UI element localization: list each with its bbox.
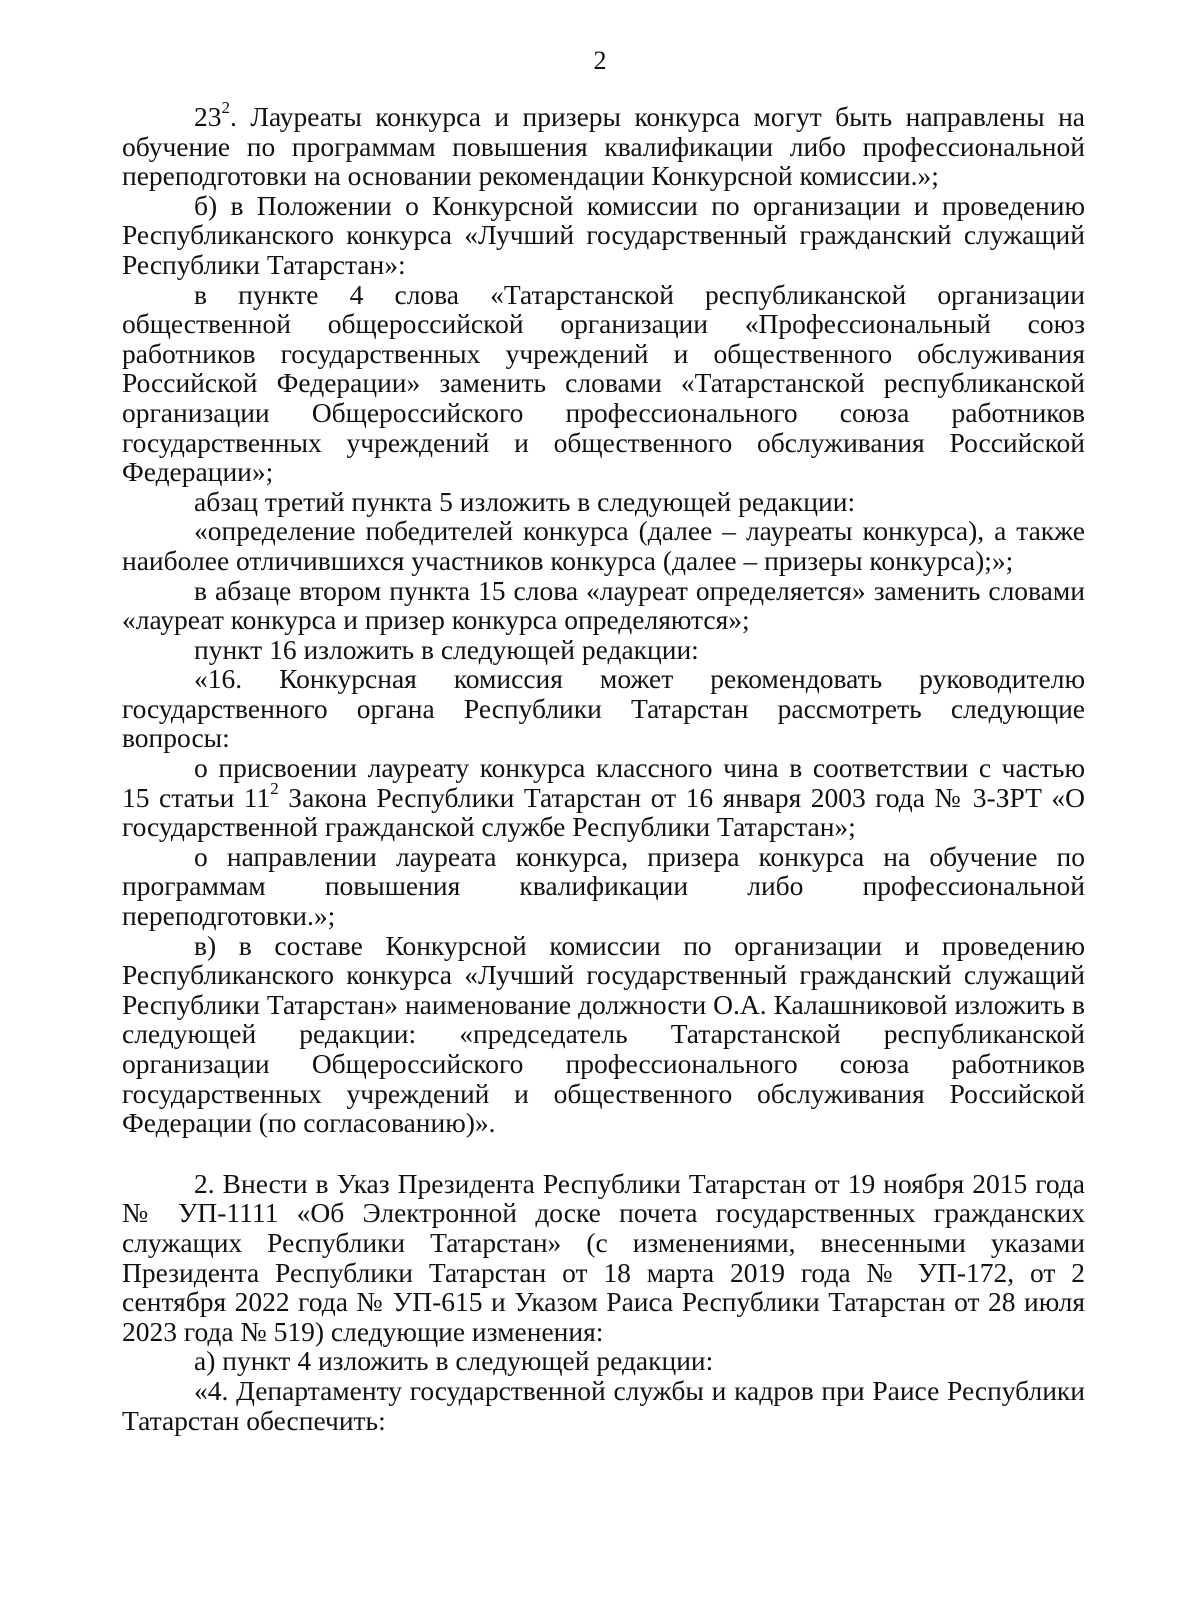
paragraph-point-16-text: «16. Конкурсная комиссия может рекомендовать руководителю государственного органа Республики Татарстан рассмотреть следующие вопросы: [122, 663, 1085, 754]
paragraph-point-15: в абзаце втором пункта 15 слова «лауреат определяется» заменить словами «лауреат конкурса и призер конкурса определяются»; [122, 574, 1085, 636]
paragraph-section-2: 2. Внести в Указ Президента Республики Татарстан от 19 ноября 2015 года № УП-1111 «Об Электронной доске почета государственных гражданских служащих Республики Татарстан» (с изменениями, внесенными указами Президента Республики Татарстан от 18 марта 2019 года № УП-172, от 2 сентября 2022 года № УП-615 и Указом Раиса Республики Татарстан от 28 июля 2023 года № 519) следующие изменения: [122, 1167, 1085, 1347]
paragraph-23-2 [122, 98, 1085, 192]
paragraph-v: в) в составе Конкурсной комиссии по организации и проведению Республиканского конкурса «Лучший государственный гражданский служащий Республики Татарстан» наименование должности О.А. Калашниковой изложить в следующей редакции: «председатель Татарстанской республиканской организации Общероссийского профессионального союза работников государственных учреждений и общественного обслуживания Российской Федерации (по согласованию)». [122, 929, 1085, 1139]
paragraph-point-4-new: «4. Департаменту государственной службы и кадров при Раисе Республики Татарстан обеспечить: [122, 1374, 1085, 1436]
paragraph-b: б) в Положении о Конкурсной комиссии по организации и проведению Республиканского конкурса «Лучший государственный гражданский служащий Республики Татарстан»: [122, 189, 1085, 280]
item-number: 23 [194, 101, 222, 132]
paragraph-point-16-intro: пункт 16 изложить в следующей редакции: [194, 633, 699, 665]
paragraph-class-rank [122, 753, 1085, 842]
paragraph-training: о направлении лауреата конкурса, призера конкурса на обучение по программам повышения квалификации либо профессиональной переподготовки.»; [122, 840, 1085, 932]
paragraph-a: а) пункт 4 изложить в следующей редакции: [194, 1345, 714, 1377]
paragraph-text: . Лауреаты конкурса и призеры конкурса могут быть направлены на обучение по программам повышения квалификации либо профессиональной переподготовки на основании рекомендации Конкурсной комиссии.»; [122, 101, 1085, 192]
paragraph-point-4: в пункте 4 слова «Татарстанской республиканской организации общественной общероссийской организации «Профессиональный союз работников государственных учреждений и общественного обслуживания Российской Федерации» заменить словами «Татарстанской республиканской организации Общероссийского профессионального союза работников государственных учреждений и общественного обслуживания Российской Федерации»; [122, 278, 1085, 488]
page-number: 2 [593, 46, 607, 75]
paragraph-text: Закона Республики Татарстан от 16 января 2003 года № 3-ЗРТ «О государственной гражданской службе Республики Татарстан»; [122, 781, 1085, 843]
paragraph-text: о присвоении лауреату конкурса классного чина в соответствии с частью 15 статьи 11 [122, 752, 1085, 813]
paragraph-point-5-intro: абзац третий пункта 5 изложить в следующей редакции: [194, 485, 856, 517]
item-number-superscript: 2 [221, 98, 231, 118]
document-body [122, 98, 1085, 1436]
paragraph-point-5-text: «определение победителей конкурса (далее – лауреаты конкурса), а также наиболее отличившихся участников конкурса (далее – призеры конкурса);»; [122, 515, 1085, 576]
article-superscript: 2 [270, 778, 279, 798]
